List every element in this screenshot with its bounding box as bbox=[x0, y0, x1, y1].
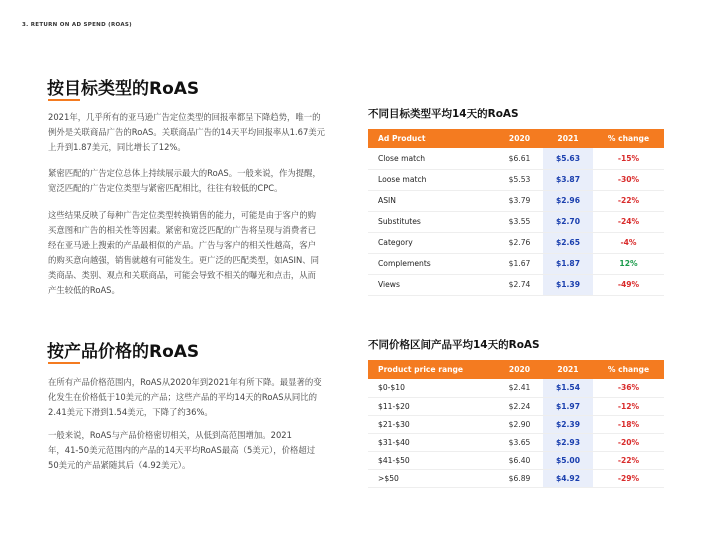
value-2020: $3.79 bbox=[496, 190, 543, 211]
value-2020: $2.41 bbox=[496, 379, 543, 397]
value-2021: $2.93 bbox=[543, 433, 593, 451]
percent-change: -22% bbox=[593, 190, 664, 211]
table-row bbox=[368, 274, 664, 295]
value-2021: $2.39 bbox=[543, 415, 593, 433]
column-header: 2021 bbox=[543, 129, 593, 148]
percent-change: -49% bbox=[593, 274, 664, 295]
value-2021: $5.00 bbox=[543, 451, 593, 469]
table-row bbox=[368, 379, 664, 397]
value-2021: $2.70 bbox=[543, 211, 593, 232]
title-underline bbox=[48, 99, 80, 101]
table-row bbox=[368, 415, 664, 433]
value-2020: $5.53 bbox=[496, 169, 543, 190]
row-label: $11-$20 bbox=[368, 397, 496, 415]
column-header: Ad Product bbox=[368, 129, 496, 148]
paragraph-price-1: 在所有产品价格范围内，RoAS从2020年到2021年有所下降。最显著的变 化发生在价格低于10美元的产品；这些产品的平均14天的RoAS从同比的 2.41美元下滑到1.54美元，下降了约36%。 bbox=[48, 377, 322, 417]
table-row bbox=[368, 253, 664, 274]
value-2021: $1.39 bbox=[543, 274, 593, 295]
table-row bbox=[368, 148, 664, 169]
value-2020: $3.65 bbox=[496, 433, 543, 451]
table-row bbox=[368, 433, 664, 451]
value-2020: $2.24 bbox=[496, 397, 543, 415]
row-label: $31-$40 bbox=[368, 433, 496, 451]
value-2021: $1.97 bbox=[543, 397, 593, 415]
value-2020: $6.61 bbox=[496, 148, 543, 169]
row-label: $0-$10 bbox=[368, 379, 496, 397]
table-row bbox=[368, 190, 664, 211]
roas-by-target-table bbox=[368, 129, 664, 296]
percent-change: -20% bbox=[593, 433, 664, 451]
row-label: Substitutes bbox=[368, 211, 496, 232]
table-title-target-type: 不同目标类型平均14天的RoAS bbox=[368, 108, 519, 120]
value-2021: $4.92 bbox=[543, 469, 593, 487]
table-title-price: 不同价格区间产品平均14天的RoAS bbox=[368, 339, 540, 351]
paragraph-target-3: 这些结果反映了每种广告定位类型转换销售的能力，可能是由于客户的购 买意图和广告的相关性等因素。紧密和宽泛匹配的广告将呈现与消费者已 经在亚马逊上搜索的产品最相似的产品。广告与客户的相关性越高，客户 的购买意向越强，销售就越有可能发生。更广泛的匹配类型，如ASIN、同 类商品、类别、观点和关联商品，可能会导致不相关的曝光和点击，从而 产生较低的RoAS。 bbox=[48, 210, 320, 295]
paragraph-price-2: 一般来说，RoAS与产品价格密切相关，从低到高范围增加。2021 年，41-50美元范围内的产品的14天平均RoAS最高（5美元），价格超过 50美元的产品紧随其后（4.92美元）。 bbox=[48, 430, 316, 470]
percent-change: -30% bbox=[593, 169, 664, 190]
title-underline bbox=[48, 362, 80, 364]
table-header-row bbox=[368, 129, 664, 148]
row-label: >$50 bbox=[368, 469, 496, 487]
column-header: 2020 bbox=[496, 360, 543, 379]
paragraph-target-1: 2021年，几乎所有的亚马逊广告定位类型的回报率都呈下降趋势，唯一的 例外是关联商品广告的RoAS。关联商品广告的14天平均回报率从1.67美元 上升到1.87美元，同比增长了12%。 bbox=[48, 112, 326, 152]
section-title-price: 按产品价格的RoAS bbox=[47, 342, 200, 362]
percent-change: -15% bbox=[593, 148, 664, 169]
running-head: 3. RETURN ON AD SPEND (ROAS) bbox=[22, 22, 132, 28]
column-header: 2021 bbox=[543, 360, 593, 379]
value-2021: $1.87 bbox=[543, 253, 593, 274]
roas-by-price-table bbox=[368, 360, 664, 488]
value-2020: $2.90 bbox=[496, 415, 543, 433]
row-label: Category bbox=[368, 232, 496, 253]
value-2021: $3.87 bbox=[543, 169, 593, 190]
percent-change: -22% bbox=[593, 451, 664, 469]
paragraph-target-2: 紧密匹配的广告定位总体上持续展示最大的RoAS。一般来说，作为提醒， 宽泛匹配的广告定位类型与紧密匹配相比，往往有较低的CPC。 bbox=[48, 168, 321, 193]
value-2020: $1.67 bbox=[496, 253, 543, 274]
row-label: ASIN bbox=[368, 190, 496, 211]
value-2021: $5.63 bbox=[543, 148, 593, 169]
percent-change: 12% bbox=[593, 253, 664, 274]
value-2021: $2.96 bbox=[543, 190, 593, 211]
table-row bbox=[368, 469, 664, 487]
value-2020: $3.55 bbox=[496, 211, 543, 232]
table-row bbox=[368, 232, 664, 253]
section-title-target-type: 按目标类型的RoAS bbox=[47, 79, 200, 99]
value-2021: $1.54 bbox=[543, 379, 593, 397]
column-header: % change bbox=[593, 129, 664, 148]
column-header: Product price range bbox=[368, 360, 496, 379]
row-label: Views bbox=[368, 274, 496, 295]
percent-change: -12% bbox=[593, 397, 664, 415]
table-header-row bbox=[368, 360, 664, 379]
percent-change: -4% bbox=[593, 232, 664, 253]
value-2020: $2.76 bbox=[496, 232, 543, 253]
percent-change: -24% bbox=[593, 211, 664, 232]
value-2021: $2.65 bbox=[543, 232, 593, 253]
table-row bbox=[368, 169, 664, 190]
row-label: Complements bbox=[368, 253, 496, 274]
row-label: $41-$50 bbox=[368, 451, 496, 469]
table-row bbox=[368, 211, 664, 232]
row-label: Close match bbox=[368, 148, 496, 169]
table-row bbox=[368, 397, 664, 415]
percent-change: -18% bbox=[593, 415, 664, 433]
percent-change: -36% bbox=[593, 379, 664, 397]
column-header: 2020 bbox=[496, 129, 543, 148]
percent-change: -29% bbox=[593, 469, 664, 487]
value-2020: $2.74 bbox=[496, 274, 543, 295]
row-label: $21-$30 bbox=[368, 415, 496, 433]
column-header: % change bbox=[593, 360, 664, 379]
table-row bbox=[368, 451, 664, 469]
row-label: Loose match bbox=[368, 169, 496, 190]
value-2020: $6.89 bbox=[496, 469, 543, 487]
value-2020: $6.40 bbox=[496, 451, 543, 469]
